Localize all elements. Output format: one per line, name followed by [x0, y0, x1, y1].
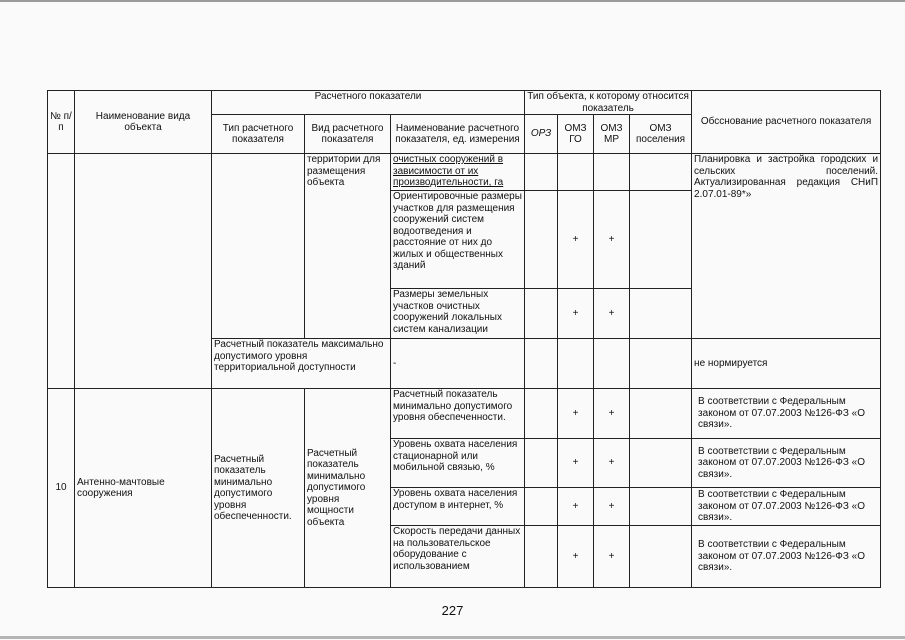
cell-pos	[630, 191, 692, 289]
cell-go: +	[558, 439, 594, 488]
table-row	[48, 154, 881, 191]
cell-orz	[525, 339, 558, 389]
cell-justification: не нормируется	[692, 339, 881, 389]
cell-name-10: Антенно-мачтовые сооружения	[75, 389, 212, 588]
cell-go: +	[558, 488, 594, 526]
cell-pos	[630, 339, 692, 389]
header-name-calc: Наименование расчетного показателя, ед. измерения	[391, 115, 525, 154]
cell-orz	[525, 154, 558, 191]
header-type-calc: Тип расчетного показателя	[212, 115, 305, 154]
cell-go: +	[558, 526, 594, 588]
cell-type-cont	[212, 154, 305, 339]
page-number: 227	[441, 603, 464, 618]
scan-edge-bottom	[0, 636, 905, 639]
cell-pos	[630, 389, 692, 439]
cell-pos	[630, 488, 692, 526]
cell-mr	[594, 339, 630, 389]
cell-name: Расчетный показатель минимально допустимого уровня обеспеченности.	[391, 389, 525, 439]
cell-name: -	[391, 339, 525, 389]
cell-mr: +	[594, 191, 630, 289]
cell-name: Скорость передачи данных на пользовательское оборудование с использованием	[391, 526, 525, 588]
header-omz-pos: ОМЗ поселения	[630, 115, 692, 154]
cell-go	[558, 339, 594, 389]
cell-orz	[525, 389, 558, 439]
cell-type-10: Расчетный показатель минимально допустимого уровня обеспеченности.	[212, 389, 305, 588]
cell-go	[558, 154, 594, 191]
cell-name: Ориентировочные размеры участков для размещения сооружений систем водоотведения и расстояние от них до жилых и общественных зданий	[391, 191, 525, 289]
cell-type-access: Расчетный показатель максимально допустимого уровня территориальной доступности	[212, 339, 391, 389]
cell-mr: +	[594, 439, 630, 488]
cell-orz	[525, 439, 558, 488]
cell-name-cont	[75, 154, 212, 389]
cell-mr: +	[594, 488, 630, 526]
cell-justification-cont: Планировка и застройка городских и сельских поселений. Актуализированная редакция СНиП 2.07.01-89*»	[692, 154, 881, 339]
header-omz-mr: ОМЗ МР	[594, 115, 630, 154]
cell-go: +	[558, 389, 594, 439]
cell-pos	[630, 439, 692, 488]
table-row	[48, 389, 881, 439]
cell-justification: В соответствии с Федеральным законом от 07.07.2003 №126-ФЗ «О связи».	[692, 526, 881, 588]
cell-orz	[525, 526, 558, 588]
cell-view-cont: территории для размещения объекта	[305, 154, 391, 339]
cell-justification: В соответствии с Федеральным законом от 07.07.2003 №126-ФЗ «О связи».	[692, 389, 881, 439]
indicators-table	[47, 90, 881, 588]
header-row-1	[48, 91, 881, 115]
header-object-type: Тип объекта, к которому относится показатель	[525, 91, 692, 115]
cell-mr	[594, 154, 630, 191]
header-calc-group: Расчетного показатели	[212, 91, 525, 115]
header-omz-go: ОМЗ ГО	[558, 115, 594, 154]
cell-pos	[630, 526, 692, 588]
header-view-calc: Вид расчетного показателя	[305, 115, 391, 154]
cell-name: Уровень охвата населения стационарной или мобильной связью, %	[391, 439, 525, 488]
cell-mr: +	[594, 289, 630, 339]
cell-name: Уровень охвата населения доступом в интернет, %	[391, 488, 525, 526]
cell-justification: В соответствии с Федеральным законом от 07.07.2003 №126-ФЗ «О связи».	[692, 488, 881, 526]
cell-orz	[525, 191, 558, 289]
cell-name: Размеры земельных участков очистных сооружений локальных систем канализации	[391, 289, 525, 339]
header-name: Наименование вида объекта	[75, 91, 212, 154]
header-num: № п/п	[48, 91, 75, 154]
cell-go: +	[558, 289, 594, 339]
cell-view-10: Расчетный показатель минимально допустимого уровня мощности объекта	[305, 389, 391, 588]
header-justification: Обсснование расчетного показателя	[692, 91, 881, 154]
cell-orz	[525, 289, 558, 339]
cell-num-cont	[48, 154, 75, 389]
cell-pos	[630, 154, 692, 191]
cell-pos	[630, 289, 692, 339]
header-orz: ОРЗ	[525, 115, 558, 154]
cell-go: +	[558, 191, 594, 289]
scan-edge-top	[0, 0, 905, 2]
cell-justification: В соответствии с Федеральным законом от 07.07.2003 №126-ФЗ «О связи».	[692, 439, 881, 488]
cell-num-10: 10	[48, 389, 75, 588]
cell-mr: +	[594, 526, 630, 588]
cell-name-cont: очистных сооружений в зависимости от их производительности, га	[391, 154, 525, 191]
cell-orz	[525, 488, 558, 526]
cell-mr: +	[594, 389, 630, 439]
